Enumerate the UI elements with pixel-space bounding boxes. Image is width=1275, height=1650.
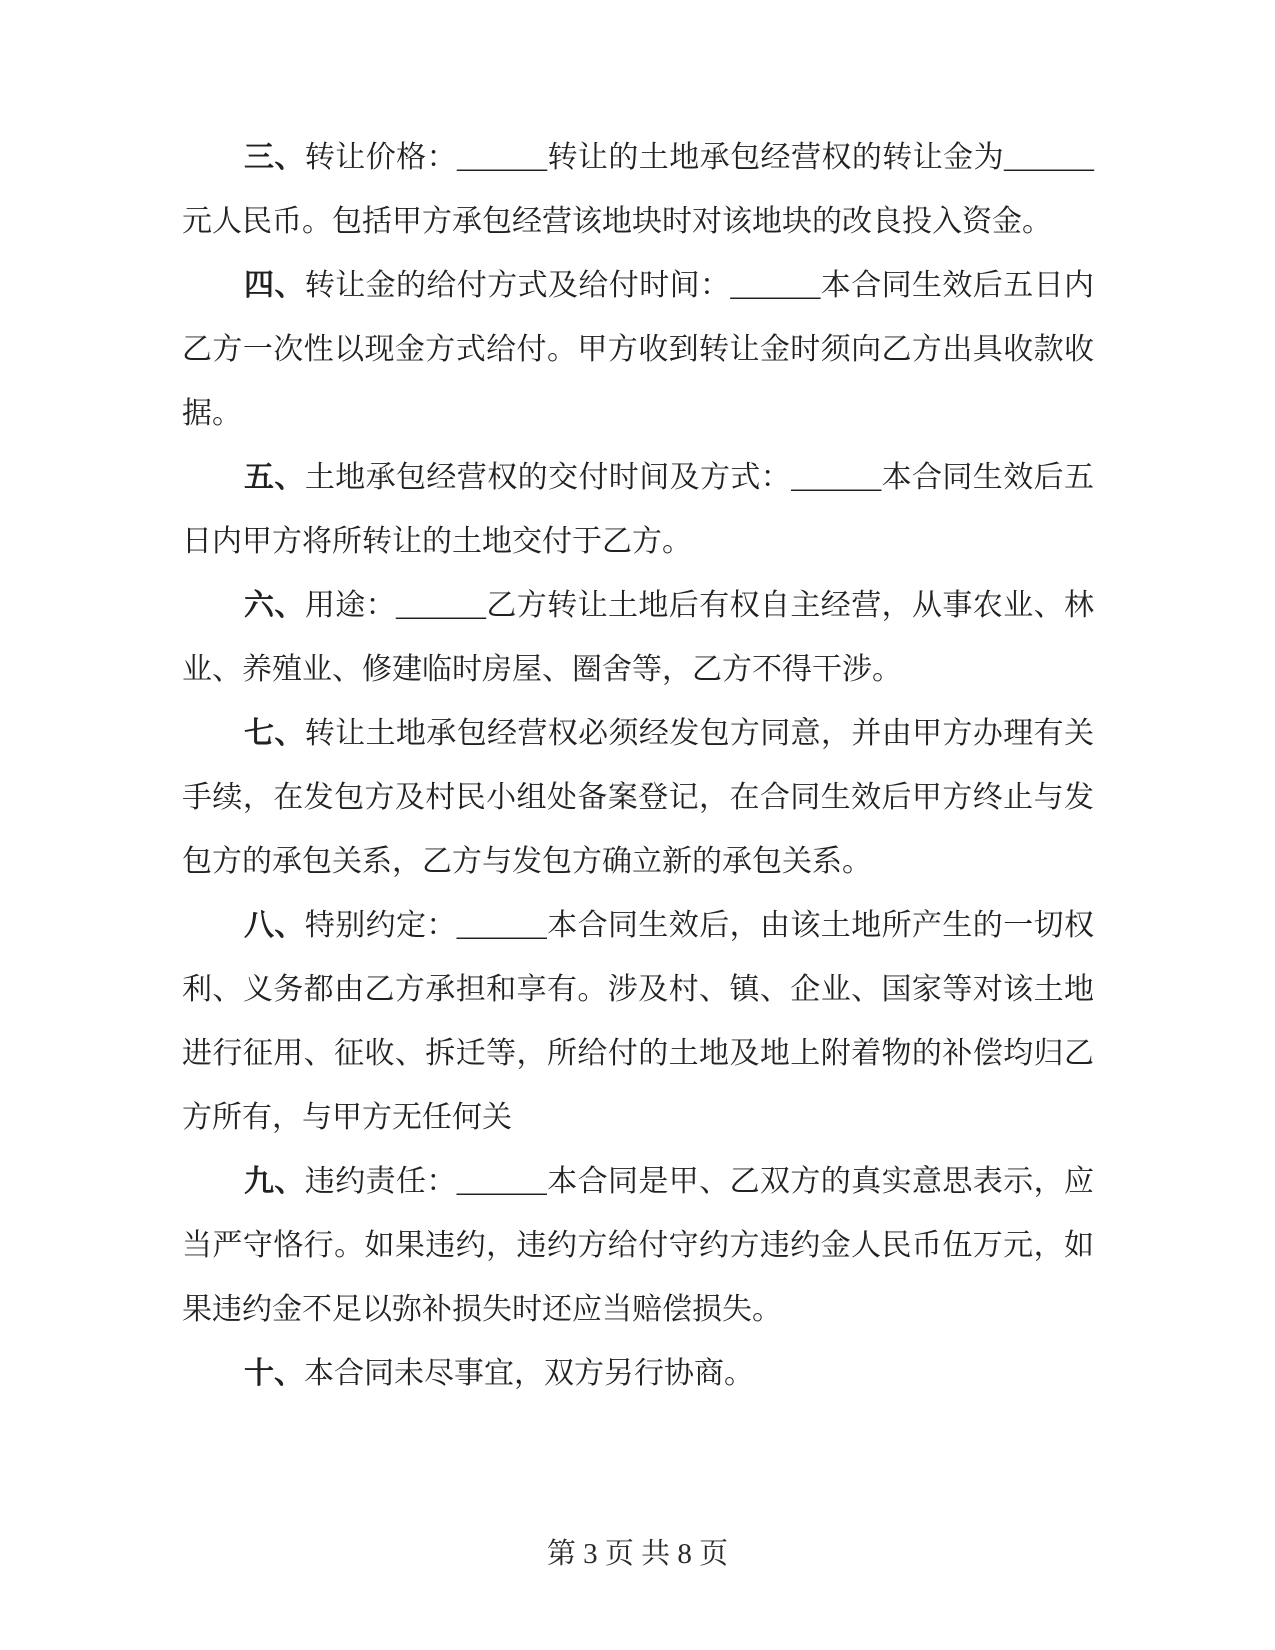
- clause-number: 九、: [244, 1165, 305, 1198]
- clause-number: 五、: [244, 461, 305, 494]
- clause-number: 四、: [244, 269, 305, 302]
- clause-9-breach-liability: [182, 1150, 1094, 1342]
- page-number-label: 第 3 页 共 8 页: [546, 1538, 729, 1570]
- clause-7-approval-registration: [182, 702, 1094, 894]
- clause-number: 六、: [244, 589, 305, 622]
- contract-body: [182, 126, 1094, 1406]
- clause-number: 七、: [244, 717, 305, 750]
- clause-number: 八、: [244, 909, 305, 942]
- clause-5-delivery-time: [182, 446, 1094, 574]
- clause-10-other-matters: [182, 1342, 1094, 1406]
- clause-text: 土地承包经营权的交付时间及方式：______本合同生效后五日内甲方将所转让的土地交付于乙方。: [182, 461, 1095, 558]
- clause-text: 转让金的给付方式及给付时间：______本合同生效后五日内乙方一次性以现金方式给付。甲方收到转让金时须向乙方出具收款收据。: [182, 269, 1095, 430]
- clause-number: 十、: [244, 1357, 304, 1390]
- clause-4-payment-method: [182, 254, 1094, 446]
- page-footer: [0, 1522, 1275, 1586]
- clause-text: 违约责任：______本合同是甲、乙双方的真实意思表示，应当严守恪行。如果违约，违约方给付守约方违约金人民币伍万元，如果违约金不足以弥补损失时还应当赔偿损失。: [182, 1165, 1095, 1326]
- clause-8-special-agreement: [182, 894, 1094, 1150]
- clause-number: 三、: [244, 141, 305, 174]
- clause-text: 本合同未尽事宜，双方另行协商。: [304, 1357, 754, 1390]
- clause-6-land-use: [182, 574, 1094, 702]
- clause-text: 转让价格：______转让的土地承包经营权的转让金为______元人民币。包括甲方承包经营该地块时对该地块的改良投入资金。: [182, 141, 1095, 238]
- clause-text: 转让土地承包经营权必须经发包方同意，并由甲方办理有关手续，在发包方及村民小组处备案登记，在合同生效后甲方终止与发包方的承包关系，乙方与发包方确立新的承包关系。: [182, 717, 1095, 878]
- clause-text: 用途：______乙方转让土地后有权自主经营，从事农业、林业、养殖业、修建临时房屋、圈舍等，乙方不得干涉。: [182, 589, 1095, 686]
- clause-3-transfer-price: [182, 126, 1094, 254]
- clause-text: 特别约定：______本合同生效后，由该土地所产生的一切权利、义务都由乙方承担和享有。涉及村、镇、企业、国家等对该土地进行征用、征收、拆迁等，所给付的土地及地上附着物的补偿均归乙方所有，与甲方无任何关: [182, 909, 1095, 1134]
